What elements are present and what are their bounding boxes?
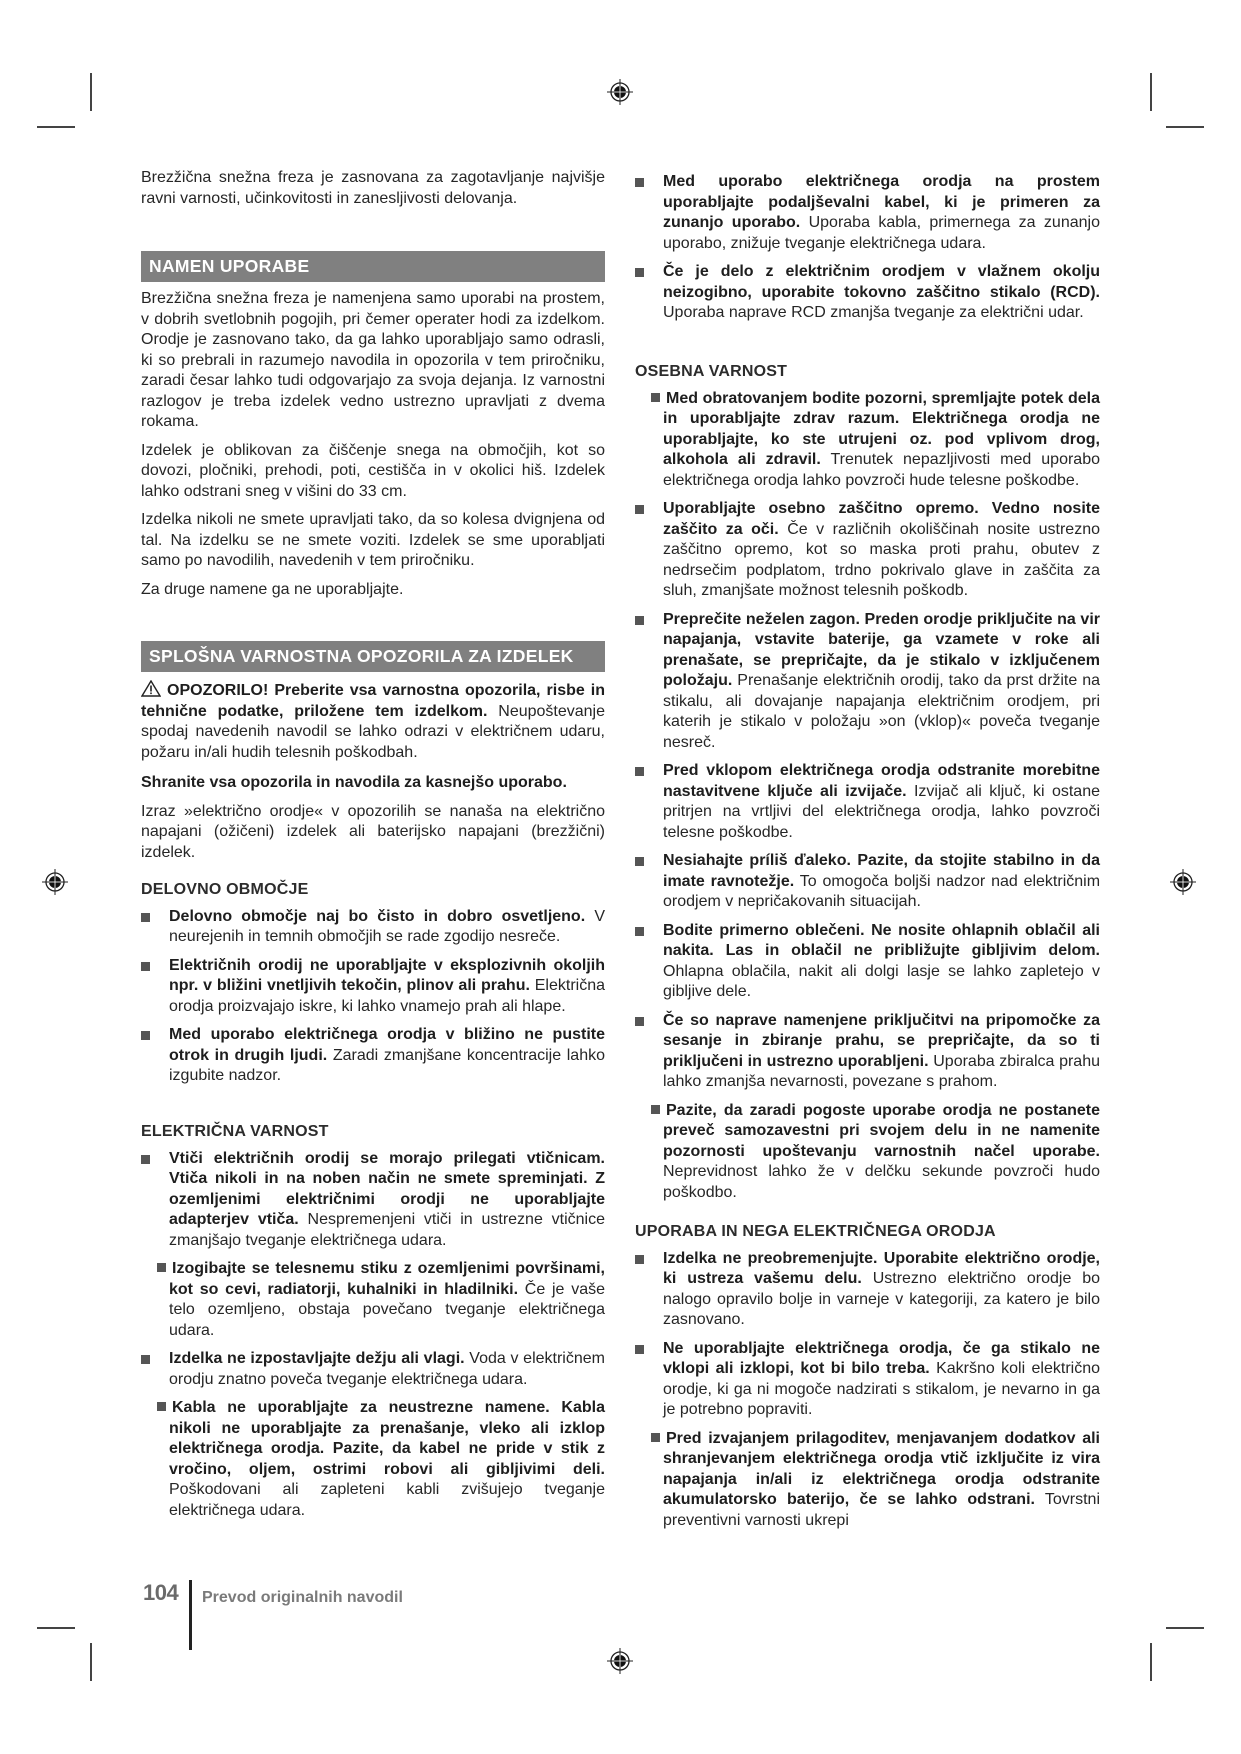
item-text: Tovrstni preventivni varnosti ukrepi <box>663 1491 1100 1529</box>
crop-mark <box>1150 73 1152 111</box>
registration-mark-icon <box>42 869 68 895</box>
item-bold-lead: Pazite, da zaradi pogoste uporabe orodja ne postanete preveč samozavestni pri svojem delu in ne namenite pozornosti upoštevanju varnostnih načel uporabe. <box>663 1101 1100 1160</box>
crop-mark <box>90 73 92 111</box>
work-area-list <box>141 907 605 1087</box>
item-bold-lead: Če je delo z električnim orodjem v vlažnem okolju neizogibno, uporabite tokovno zaščitno stikalo (RCD). <box>663 263 1100 301</box>
square-bullet-icon <box>635 927 644 936</box>
subheading-tool-use-care: UPORABA IN NEGA ELEKTRIČNEGA ORODJA <box>635 1223 996 1240</box>
item-bold-lead: Med obratovanjem bodite pozorni, spremljajte potek dela in uporabljajte zdrav razum. Električnega orodja ne uporabljajte, ko ste utrujeni oz. pod vplivom drog, alkohola ali zdravil. <box>663 389 1100 468</box>
footer-label: Prevod originalnih navodil <box>202 1589 403 1606</box>
warning-paragraph <box>141 680 605 763</box>
crop-mark <box>90 1643 92 1681</box>
warning-text: Neupoštevanje spodaj navedenih navodil se lahko odrazi v električnem udaru, požaru in/ali hudih telesnih poškodbah. <box>141 702 606 761</box>
item-bold-lead: Med uporabo električnega orodja na prostem uporabljajte podaljševalni kabel, ki je primeren za zunanjo uporabo. <box>663 173 1100 231</box>
item-text: Prenašanje električnih orodij, tako da prst držite na stikalu, ali dovajanje napajanja električnim orodjem, pri katerih je stikalo v položaju »on (vklop)« poveča tveganje nesreč. <box>663 672 1100 751</box>
footer-divider <box>189 1580 192 1650</box>
crop-mark <box>1166 126 1204 128</box>
item-bold-lead: Kabla ne uporabljajte za neustrezne namene. Kabla nikoli ne uporabljajte za prenašanje, vleko ali izklop električnega orodja. Pazite, da kabel ne pride v stik z vročino, oljem, ostrimi robovi ali gibljivimi deli. <box>169 1399 605 1478</box>
electrical-safety-list-continued <box>635 172 1100 324</box>
registration-mark-icon <box>1170 869 1196 895</box>
list-item <box>635 499 1100 602</box>
section-header-general-warnings: SPLOŠNA VARNOSTNA OPOZORILA ZA IZDELEK <box>141 641 605 672</box>
paragraph: Izdelka nikoli ne smete upravljati tako, da so kolesa dvignjena od tal. Na izdelku se ne smete voziti. Izdelek se sme uporabljati samo po navodilih, navedenih v tem priročniku. <box>141 511 605 569</box>
warning-triangle-icon <box>141 680 161 697</box>
item-text: Električna orodja proizvajajo iskre, ki lahko vnamejo prah ali hlape. <box>169 977 605 1015</box>
subheading-personal-safety: OSEBNA VARNOST <box>635 363 788 380</box>
registration-mark-icon <box>607 1648 633 1674</box>
square-bullet-icon <box>651 1433 660 1442</box>
item-text: Izvijač ali ključ, ki ostane pritrjen na vrtljivi del električnega orodja, lahko povzroči telesne poškodbe. <box>663 782 1100 841</box>
square-bullet-icon <box>635 268 644 277</box>
intended-use-block <box>141 289 605 608</box>
item-text: Uporaba kabla, primernega za zunanjo uporabo, znižuje tveganje električnega udara. <box>663 214 1100 252</box>
subheading-electrical-safety: ELEKTRIČNA VARNOST <box>141 1123 329 1140</box>
crop-mark <box>1150 1643 1152 1681</box>
general-warnings-block <box>141 680 605 871</box>
section-header-intended-use: NAMEN UPORABE <box>141 251 605 282</box>
intro-paragraph: Brezžična snežna freza je zasnovana za zagotavljanje najvišje ravni varnosti, učinkovitosti in zanesljivosti delovanja. <box>141 169 605 207</box>
tool-use-list <box>635 1249 1100 1532</box>
personal-safety-list <box>635 389 1100 1204</box>
crop-mark <box>1166 1627 1204 1629</box>
warning-bold: OPOZORILO! Preberite vsa varnostna opozorila, risbe in tehnične podatke, priložene tem izdelkom. <box>141 682 605 720</box>
electrical-safety-continued <box>635 172 1100 332</box>
item-bold-lead: Če so naprave namenjene priključitvi na pripomočke za sesanje in zbiranje prahu, se prepričajte, da so ti priključeni in ustrezno uporabljeni. <box>663 1011 1100 1070</box>
square-bullet-icon <box>635 1345 644 1354</box>
item-text: V neurejenih in temnih območjih se rade zgodijo nesreče. <box>169 907 605 945</box>
work-area-section <box>141 880 605 1095</box>
square-bullet-icon <box>635 767 644 776</box>
list-item <box>635 262 1100 324</box>
list-item <box>635 921 1100 1003</box>
item-text: Če v različnih okoliščinah nosite ustrezno zaščitno opremo, kot so maska proti prahu, obutev z nedrsečim podplatom, trdno pokrivalo glave in zaščita za sluh, zmanjšate možnost telesnih poškodb. <box>663 520 1100 599</box>
square-bullet-icon <box>157 1402 166 1411</box>
keep-instructions-note: Shranite vsa opozorila in navodila za kasnejšo uporabo. <box>141 774 567 791</box>
item-text: Poškodovani ali zapleteni kabli zvišujejo tveganje električnega udara. <box>169 1481 605 1519</box>
square-bullet-icon <box>635 178 644 187</box>
item-bold-lead: Ne uporabljajte električnega orodja, če ga stikalo ne vklopi ali izklopi, kot bi bilo treba. <box>663 1339 1100 1377</box>
item-bold-lead: Bodite primerno oblečeni. Ne nosite ohlapnih oblačil ali nakita. Las in oblačil ne približujte gibljivim delom. <box>663 921 1100 959</box>
square-bullet-icon <box>141 1031 150 1040</box>
list-item <box>635 1339 1100 1421</box>
item-bold-lead: Uporabljajte osebno zaščitno opremo. Vedno nosite zaščito za oči. <box>663 500 1100 538</box>
electrical-safety-section <box>141 1122 605 1529</box>
list-item <box>635 389 1100 492</box>
list-item <box>635 610 1100 754</box>
item-bold-lead: Pred izvajanjem prilagoditev, menjavanjem dodatkov ali shranjevanjem električnega orodja vtič izključite iz vira napajanja in/ali iz električnega orodja odstranite akumulatorsko baterijo, če se lahko odstrani. <box>663 1429 1100 1508</box>
list-item <box>635 851 1100 913</box>
crop-mark <box>37 1627 75 1629</box>
item-text: Kakršno koli električno orodje, ki ga ni mogoče nadzirati s stikalom, je nevarno in ga je potrebno popraviti. <box>663 1360 1100 1418</box>
personal-safety-section <box>635 362 1100 1211</box>
square-bullet-icon <box>141 1355 150 1364</box>
list-item <box>141 956 605 1018</box>
electrical-safety-list <box>141 1149 605 1522</box>
list-item <box>635 1249 1100 1331</box>
square-bullet-icon <box>635 1255 644 1264</box>
subheading-work-area: DELOVNO OBMOČJE <box>141 881 309 898</box>
paragraph: Izdelek je oblikovan za čiščenje snega na območjih, kot so dovozi, pločniki, prehodi, poti, cestišča in v okolici hiš. Izdelek lahko odstrani sneg v višini do 33 cm. <box>141 441 605 500</box>
crop-mark <box>37 126 75 128</box>
square-bullet-icon <box>651 1105 660 1114</box>
list-item <box>635 1429 1100 1532</box>
tool-use-section <box>635 1222 1100 1539</box>
item-bold-lead: Pred vklopom električnega orodja odstranite morebitne nastavitvene ključe ali izvijače. <box>663 762 1100 800</box>
term-definition: Izraz »električno orodje« v opozorilih se nanaša na električno napajani (ožičeni) izdelek ali baterijsko napajani (brezžični) izdelek. <box>141 802 605 861</box>
list-item <box>141 1398 605 1521</box>
item-text: Uporaba naprave RCD zmanjša tveganje za električni udar. <box>663 304 1084 321</box>
item-bold-lead: Izogibajte se telesnemu stiku z ozemljenimi površinami, kot so cevi, radiatorji, kuhalniki in hladilniki. <box>169 1260 605 1298</box>
square-bullet-icon <box>157 1263 166 1272</box>
item-text: Nespremenjeni vtiči in ustrezne vtičnice zmanjšajo tveganje električnega udara. <box>169 1211 605 1249</box>
intro-block <box>141 168 605 217</box>
item-bold-lead: Vtiči električnih orodij se morajo prilegati vtičnicam. Vtiča nikoli in na noben način ne smete spreminjati. Z ozemljenimi električnimi orodji ne uporabljajte adapterjev vtiča. <box>169 1149 605 1228</box>
item-text: Neprevidnost lahko že v delčku sekunde povzroči hudo poškodbo. <box>663 1163 1100 1201</box>
item-text: Ohlapna oblačila, nakit ali dolgi lasje se lahko zapletejo v gibljive dele. <box>663 962 1100 1000</box>
item-text: Voda v električnem orodju znatno poveča tveganje električnega udara. <box>169 1350 605 1388</box>
square-bullet-icon <box>635 616 644 625</box>
list-item <box>635 1101 1100 1204</box>
item-text: Ustrezno električno orodje bo nalogo opravilo bolje in varneje v kategoriji, za katero je bilo zasnovano. <box>663 1270 1101 1328</box>
item-bold-lead: Preprečite neželen zagon. Preden orodje priključite na vir napajanja, vstavite baterije, ga vzamete v roke ali prenašate, se prepričajte, da je stikalo v izključenem položaju. <box>663 610 1100 689</box>
square-bullet-icon <box>635 1017 644 1026</box>
list-item <box>635 761 1100 843</box>
item-text: Če je vaše telo ozemljeno, obstaja povečano tveganje električnega udara. <box>169 1280 606 1339</box>
square-bullet-icon <box>141 1155 150 1164</box>
square-bullet-icon <box>651 393 660 402</box>
item-text: Zaradi zmanjšane koncentracije lahko izgubite nadzor. <box>169 1046 606 1084</box>
list-item <box>635 172 1100 254</box>
square-bullet-icon <box>141 962 150 971</box>
paragraph: Za druge namene ga ne uporabljajte. <box>141 580 404 598</box>
square-bullet-icon <box>141 913 150 922</box>
item-bold-lead: Izdelka ne izpostavljajte dežju ali vlagi. <box>169 1350 465 1367</box>
square-bullet-icon <box>635 857 644 866</box>
list-item <box>141 1349 605 1390</box>
page-number: 104 <box>143 1580 179 1605</box>
list-item <box>141 1259 605 1341</box>
item-text: Trenutek nepazljivosti med uporabo električnega orodja lahko povzroči hude telesne poškodbe. <box>663 451 1100 489</box>
item-bold-lead: Med uporabo električnega orodja v bližino ne pustite otrok in drugih ljudi. <box>169 1026 605 1064</box>
list-item <box>141 1025 605 1087</box>
paragraph: Brezžična snežna freza je namenjena samo uporabi na prostem, v dobrih svetlobnih pogojih, pri čemer operater hodi za izdelkom. Orodje je zasnovano tako, da ga lahko uporabljajo samo odrasli, ki so prebrali in razumejo navodila in opozorila v tem priročniku, zaradi česar lahko tudi odgovarjajo za svoja dejanja. Iz varnostni razlogov je treba izdelek vedno ustrezno upravljati z dvema rokama. <box>141 290 605 430</box>
item-text: To omogoča boljši nadzor nad električnim orodjem v nepričakovanih situacijah. <box>663 872 1101 910</box>
list-item <box>141 907 605 948</box>
list-item <box>141 1149 605 1252</box>
item-bold-lead: Delovno območje naj bo čisto in dobro osvetljeno. <box>169 907 586 925</box>
item-bold-lead: Električnih orodij ne uporabljajte v eksplozivnih okoljih npr. v bližini vnetljivih tekočin, plinov ali prahu. <box>169 956 605 994</box>
item-bold-lead: Izdelka ne preobremenjujte. Uporabite električno orodje, ki ustreza vašemu delu. <box>663 1249 1100 1287</box>
item-bold-lead: Nesiahajte príliš ďaleko. Pazite, da stojite stabilno in da imate ravnotežje. <box>663 852 1100 890</box>
item-text: Uporaba zbiralca prahu lahko zmanjša nevarnosti, povezane s prahom. <box>663 1052 1101 1090</box>
list-item <box>635 1011 1100 1093</box>
square-bullet-icon <box>635 505 644 514</box>
registration-mark-icon <box>607 79 633 105</box>
